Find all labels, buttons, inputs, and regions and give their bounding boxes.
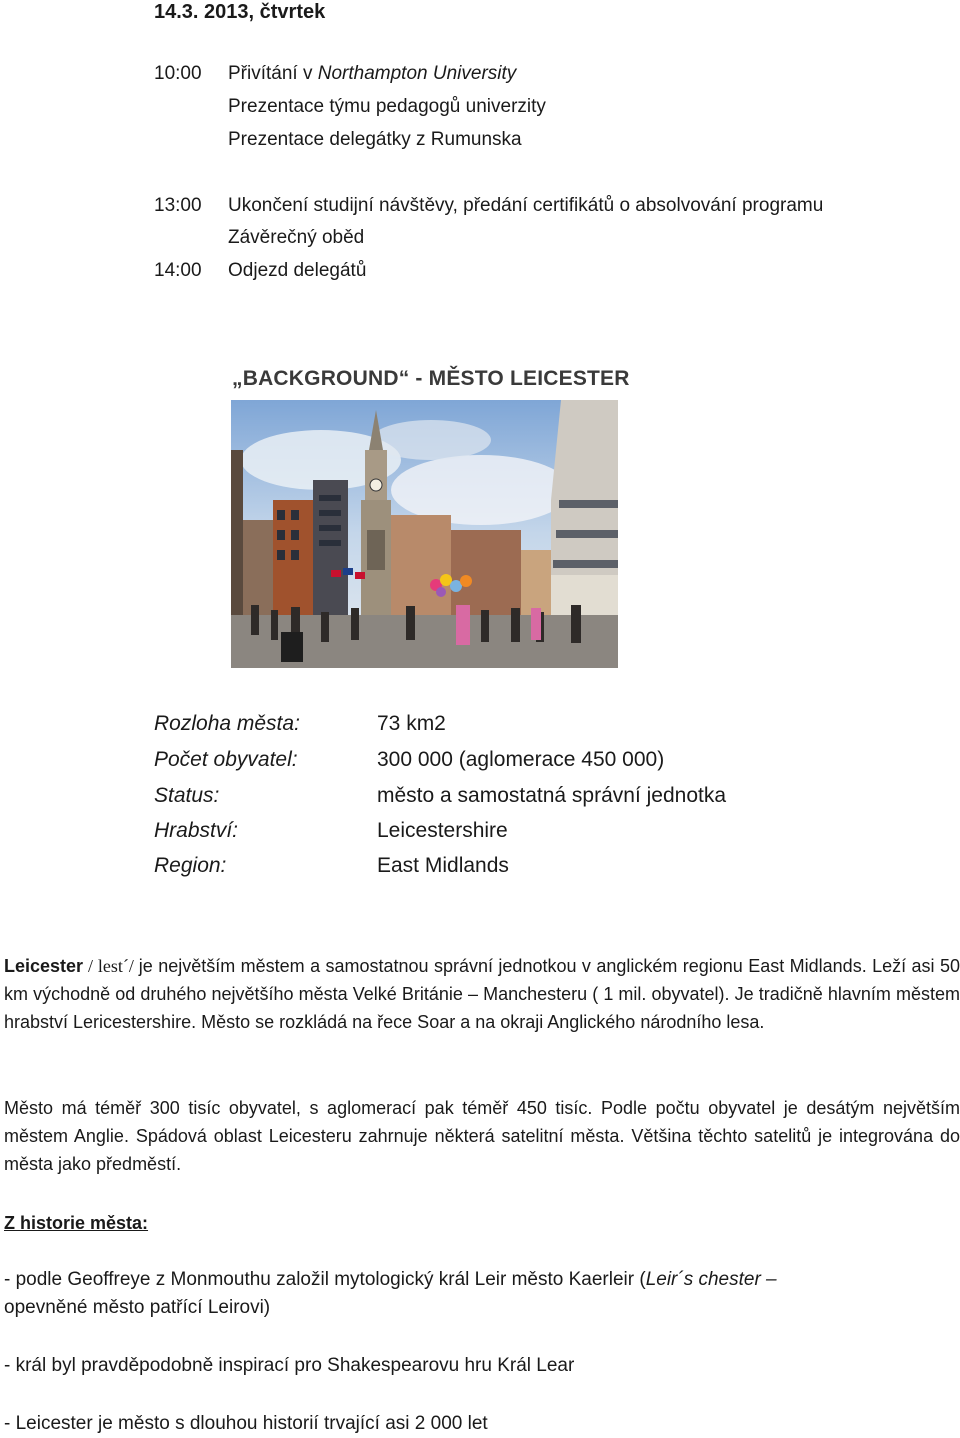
date-heading: 14.3. 2013, čtvrtek [154, 1, 326, 23]
section-title: „BACKGROUND“ - MĚSTO LEICESTER [232, 367, 630, 390]
fact-value: 73 km2 [377, 712, 446, 735]
history-heading: Z historie města: [4, 1213, 149, 1233]
schedule-time: 10:00 [154, 63, 202, 84]
schedule-item: Odjezd delegátů [228, 260, 367, 281]
fact-value: Leicestershire [377, 819, 508, 842]
schedule-time: 13:00 [154, 195, 202, 216]
fact-label: Region: [154, 854, 227, 877]
schedule-time: 14:00 [154, 260, 202, 281]
fact-value: East Midlands [377, 854, 509, 877]
history-item: - podle Geoffreye z Monmouthu založil mytologický král Leir město Kaerleir (Leir´s chester – opevněné město patřící Leirovi) [4, 1269, 777, 1318]
fact-label: Status: [154, 784, 220, 807]
history-item: - král byl pravděpodobně inspirací pro Shakespearovu hru Král Lear [4, 1355, 575, 1376]
city-photo [231, 400, 618, 668]
pronunciation: / lest´/ [83, 956, 139, 976]
fact-value: město a samostatná správní jednotka [377, 784, 727, 807]
population-paragraph: Město má téměř 300 tisíc obyvatel, s aglomerací pak téměř 450 tisíc. Podle počtu obyvatel je desátým největším městem Anglie. Spádová oblast Leicesteru zahrnuje některá satelitní města. Většina těchto satelitů je integrována do města jako předměstí. [4, 1098, 960, 1174]
city-name: Leicester [4, 956, 84, 976]
fact-label: Počet obyvatel: [154, 748, 298, 771]
schedule-item: Ukončení studijní návštěvy, předání certifikátů o absolvování programu [228, 195, 824, 216]
schedule-item: Prezentace týmu pedagogů univerzity [228, 96, 546, 117]
clock-tower-photo [231, 400, 618, 668]
intro-text: je největším městem a samostatnou správní jednotkou v anglickém regionu East Midlands. Leží asi 50 km východně od druhého největšího města Velké Británie – Manchesteru ( 1 mil. obyvatel). Je tradičně hlavním městem hrabství Lericestershire. Město se rozkládá na řece Soar a na okraji Anglického národního lesa. [4, 956, 960, 1032]
intro-paragraph [4, 952, 960, 1036]
schedule-item: Závěrečný oběd [228, 227, 365, 248]
schedule-item: Přivítání v Northampton University [228, 63, 517, 84]
schedule-item: Prezentace delegátky z Rumunska [228, 129, 522, 150]
fact-label: Rozloha města: [154, 712, 300, 735]
history-item: - Leicester je město s dlouhou historií trvající asi 2 000 let [4, 1413, 488, 1434]
fact-label: Hrabství: [154, 819, 239, 842]
fact-value: 300 000 (aglomerace 450 000) [377, 748, 665, 771]
